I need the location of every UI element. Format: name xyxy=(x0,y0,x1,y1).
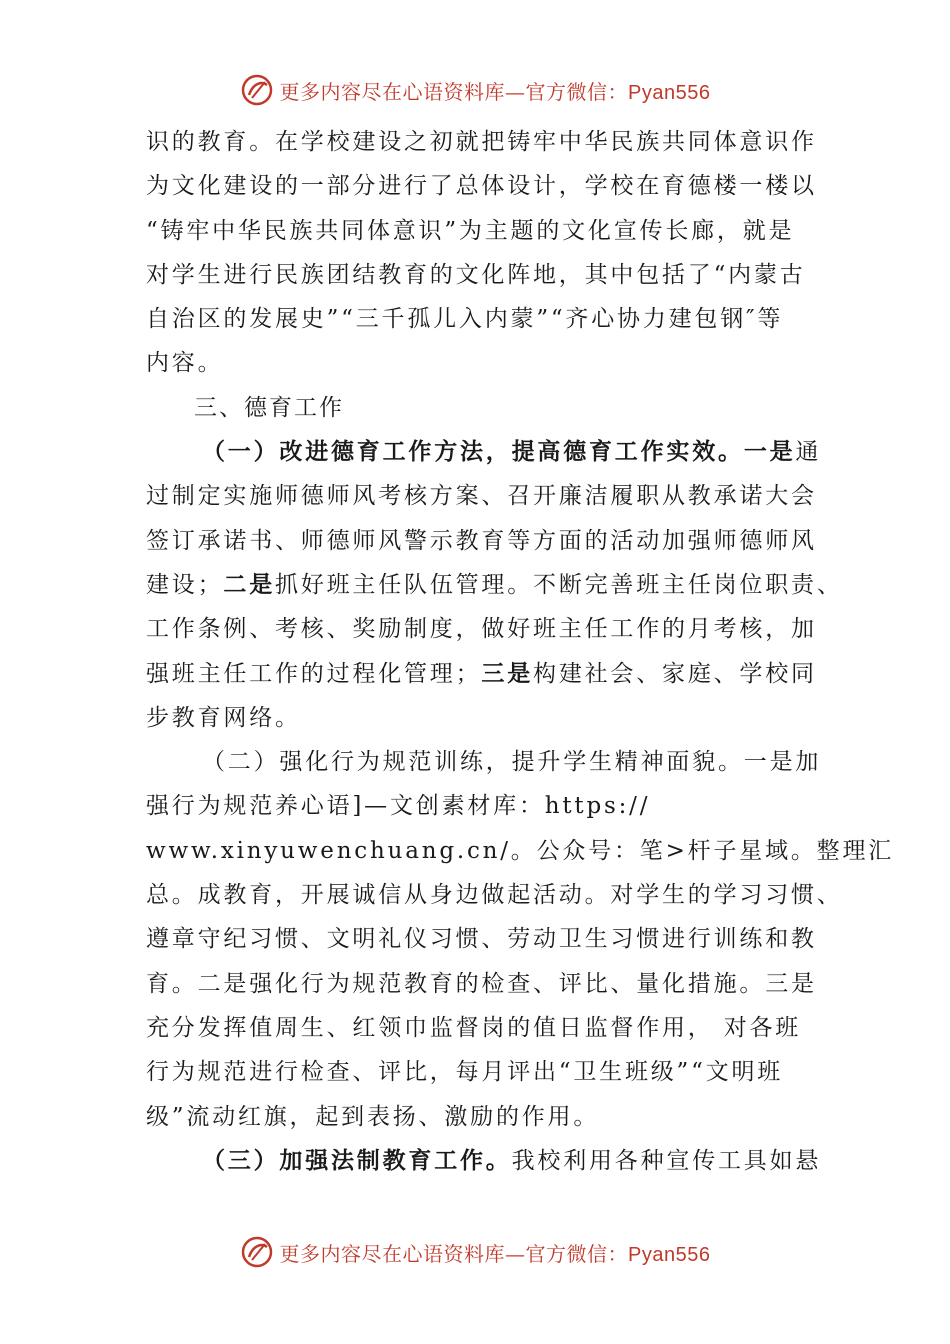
text-span: 强班主任工作的过程化管理； xyxy=(146,660,482,687)
logo-icon xyxy=(240,73,274,107)
subsection-title: （一）改进德育工作方法，提高德育工作实效。 xyxy=(202,438,744,466)
text-line: 工作条例、考核、奖励制度，做好班主任工作的月考核，加 xyxy=(146,616,817,643)
header-banner xyxy=(0,70,950,110)
text-line: 签订承诺书、师德师风警示教育等方面的活动加强师德师风 xyxy=(146,527,817,554)
text-line: （二）强化行为规范训练，提升学生精神面貌。一是加 xyxy=(202,749,822,776)
text-line: 为文化建设的一部分进行了总体设计，学校在育德楼一楼以 xyxy=(146,173,817,200)
logo-icon xyxy=(240,1235,274,1269)
text-line: 过制定实施师德师风考核方案、召开廉洁履职从教承诺大会 xyxy=(146,483,817,510)
banner-wechat-id: Pyan556 xyxy=(628,81,711,104)
paragraph-1 xyxy=(146,120,826,386)
text-line: www.xinyuwenchuang.cn/。公众号：笔>杆子星域。整理汇 xyxy=(146,837,895,864)
footer-banner xyxy=(0,1232,950,1272)
text-line: 识的教育。在学校建设之初就把铸牢中华民族共同体意识作 xyxy=(146,129,817,155)
point-label: 三是 xyxy=(481,659,534,687)
text-span: 构建社会、家庭、学校同 xyxy=(533,660,817,687)
banner-label: 更多内容尽在心语资料库—官方微信： xyxy=(279,79,629,104)
subsection-1 xyxy=(146,430,843,740)
point-label: 二是 xyxy=(223,570,276,598)
subsection-2 xyxy=(146,740,895,1139)
text-line: 遵章守纪习惯、文明礼仪习惯、劳动卫生习惯进行训练和教 xyxy=(146,926,817,953)
text-line xyxy=(146,1139,826,1183)
text-line xyxy=(146,652,826,696)
subsection-3 xyxy=(146,1139,826,1183)
text-span: 抓好班主任队伍管理。不断完善班主任岗位职责、 xyxy=(275,571,843,598)
text-line: 行为规范进行检查、评比，每月评出“卫生班级”“文明班 xyxy=(146,1059,784,1086)
text-line: 总。成教育，开展诚信从身边做起活动。对学生的学习习惯、 xyxy=(146,882,843,909)
subsection-title: （三）加强法制教育工作。 xyxy=(202,1146,512,1174)
text-line xyxy=(146,563,843,607)
section-heading: 三、德育工作 xyxy=(194,394,344,421)
text-line: 步教育网络。 xyxy=(146,704,301,731)
banner-text xyxy=(280,76,711,105)
banner-wechat-id: Pyan556 xyxy=(628,1243,711,1266)
text-span: 通 xyxy=(795,439,822,466)
text-line xyxy=(146,430,826,474)
text-line: 育。二是强化行为规范教育的检查、评比、量化措施。三是 xyxy=(146,970,817,997)
text-line: 强行为规范养心语]—文创素材库：https:// xyxy=(146,793,651,820)
text-span: 建设； xyxy=(146,571,224,598)
banner-label: 更多内容尽在心语资料库—官方微信： xyxy=(279,1241,629,1266)
text-line: 内容。 xyxy=(146,350,224,377)
text-line: 自治区的发展史”“三千孤儿入内蒙”“齐心协力建包钢″等 xyxy=(146,306,784,333)
document-body xyxy=(146,120,895,1183)
text-line: 充分发挥值周生、红领巾监督岗的值日监督作用， 对各班 xyxy=(146,1014,802,1041)
text-line: “铸牢中华民族共同体意识”为主题的文化宣传长廊，就是 xyxy=(146,217,795,244)
banner-text xyxy=(280,1238,711,1267)
text-span: 我校利用各种宣传工具如悬 xyxy=(511,1147,822,1174)
point-label: 一是 xyxy=(743,438,796,466)
text-line: 对学生进行民族团结教育的文化阵地，其中包括了“内蒙古 xyxy=(146,261,806,288)
text-line: 级”流动红旗，起到表扬、激励的作用。 xyxy=(146,1103,600,1130)
